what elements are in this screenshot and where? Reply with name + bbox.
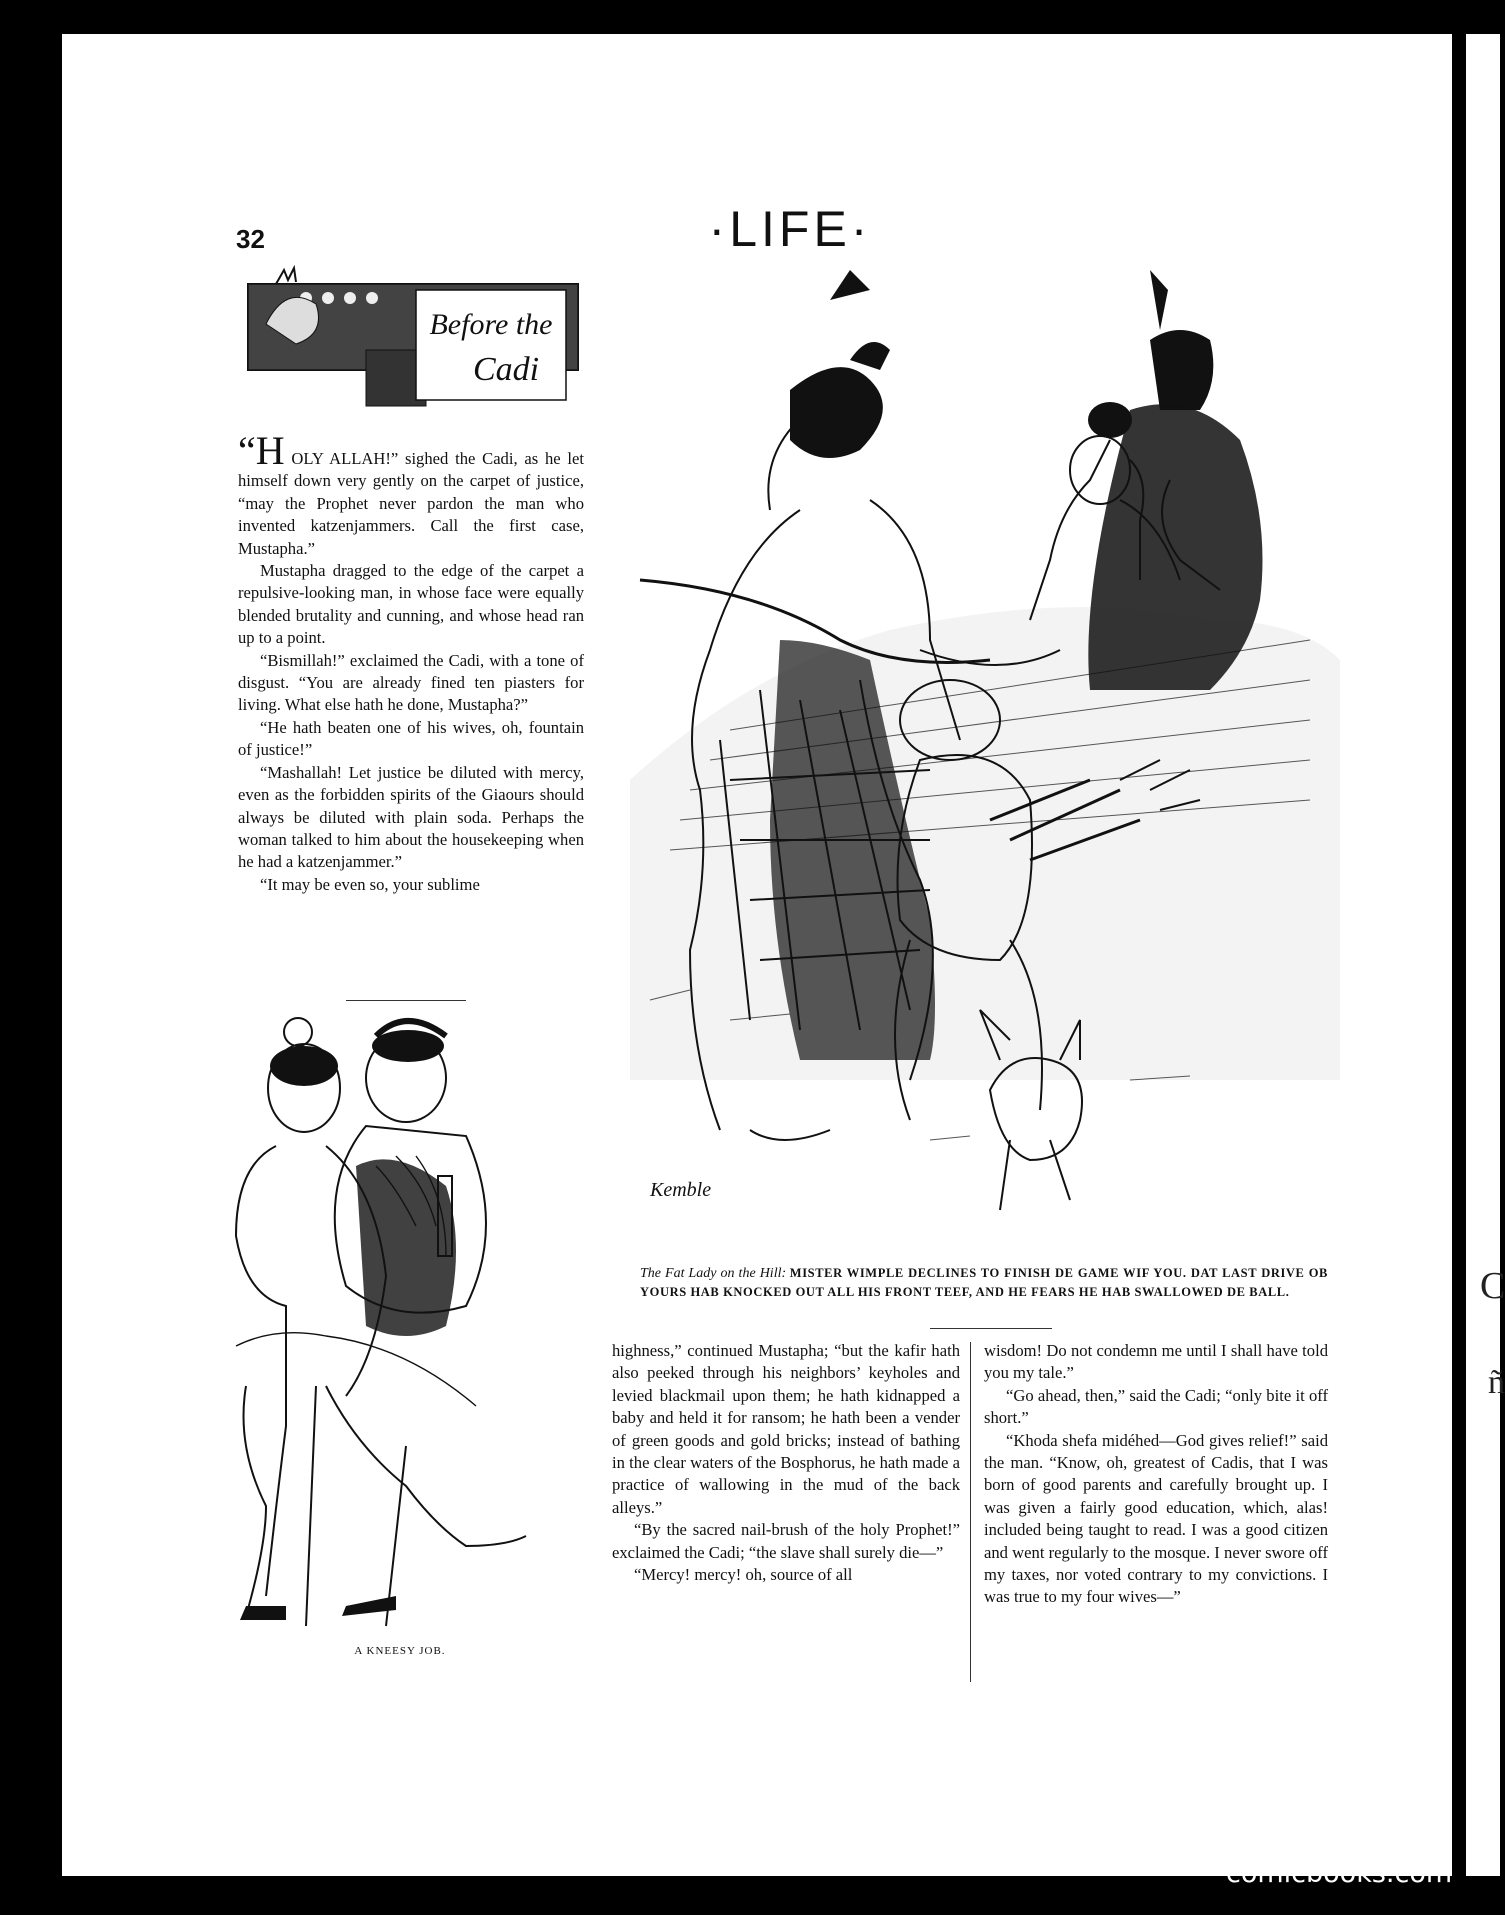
caption-text: MISTER WIMPLE DECLINES TO FINISH DE GAME WIF YOU. DAT LAST DRIVE OB YOURS HAB KNOCKED OUT ALL HIS FRONT TEEF, AND HE FEARS HE HAB SWALLOWED DE BALL. <box>640 1266 1328 1299</box>
article-column-3 <box>984 1340 1328 1609</box>
column-divider <box>970 1342 971 1682</box>
caption-title: The Fat Lady on the Hill: <box>640 1266 787 1281</box>
article-paragraph: “He hath beaten one of his wives, oh, fountain of justice!” <box>238 717 584 760</box>
fat-lady-on-the-hill-illustration <box>630 260 1350 1250</box>
drop-cap: “H <box>238 428 285 473</box>
article-paragraph: Mustapha dragged to the edge of the carpet a repulsive-looking man, in whose face were equally blended brutality and cunning, and whose head ran up to a point. <box>238 561 584 648</box>
vignette-title-line2: Cadi <box>472 351 540 388</box>
before-the-cadi-vignette <box>246 264 582 414</box>
article-paragraph: “Mashallah! Let justice be diluted with mercy, even as the forbidden spirits of the Giaours should always be diluted with plain soda. Perhaps the woman talked to him about the housekeeping when he had a katzenjammer.” <box>238 762 584 872</box>
article-column-1 <box>238 428 585 896</box>
column-divider <box>346 1000 466 1001</box>
masthead: ·LIFE· <box>708 201 872 257</box>
vignette-title-line1: Before the <box>429 308 553 341</box>
adjacent-page-glyph: C <box>1480 1265 1505 1307</box>
article-paragraph: “Mercy! mercy! oh, source of all <box>634 1565 853 1585</box>
article-paragraph: “By the sacred nail-brush of the holy Prophet!” exclaimed the Cadi; “the slave shall surely die—” <box>612 1520 960 1562</box>
kneesy-job-illustration <box>206 1006 586 1646</box>
page-number: 32 <box>236 224 265 254</box>
article-paragraph: “Khoda shefa midéhed—God gives relief!” said the man. “Know, oh, greatest of Cadis, that I was born of good parents and carefully brought up. I was given a fairly good education, which, alas! included being taught to read. I was a good citizen and went regularly to the mosque. I never swore off my taxes, nor voted contrary to my convictions. I was true to my four wives—” <box>984 1430 1328 1607</box>
article-paragraph: highness,” continued Mustapha; “but the kafir hath also peeked through his neighbors’ keyholes and levied blackmail upon them; he hath kidnapped a baby and held it for ransom; he hath been a vender of green goods and gold bricks; instead of bathing in the clear waters of the Bosphorus, he hath made a practice of wallowing in the mud of the back alleys.” <box>612 1341 960 1517</box>
main-cartoon-caption <box>640 1264 1328 1302</box>
adjacent-page-glyph: ñ <box>1488 1364 1505 1401</box>
article-paragraph: wisdom! Do not condemn me until I shall have told you my tale.” <box>984 1341 1328 1383</box>
section-divider <box>930 1328 1052 1329</box>
article-column-2 <box>612 1340 960 1586</box>
artist-signature: Kemble <box>650 1179 712 1201</box>
article-paragraph: “Bismillah!” exclaimed the Cadi, with a tone of disgust. “You are already fined ten piasters for living. What else hath he done, Mustapha?” <box>238 650 584 715</box>
article-paragraph: “Go ahead, then,” said the Cadi; “only bite it off short.” <box>984 1385 1328 1428</box>
article-paragraph: OLY ALLAH!” sighed the Cadi, as he let himself down very gently on the carpet of justice, “may the Prophet never pardon the man who invented katzenjammers. Call the first case, Mustapha.” <box>238 449 585 558</box>
cartoon-caption: A KNEESY JOB. <box>354 1645 446 1657</box>
site-watermark: comicbooks.com <box>1226 1858 1453 1889</box>
adjacent-page-edge <box>1466 34 1505 1876</box>
article-paragraph: “It may be even so, your sublime <box>260 874 480 894</box>
